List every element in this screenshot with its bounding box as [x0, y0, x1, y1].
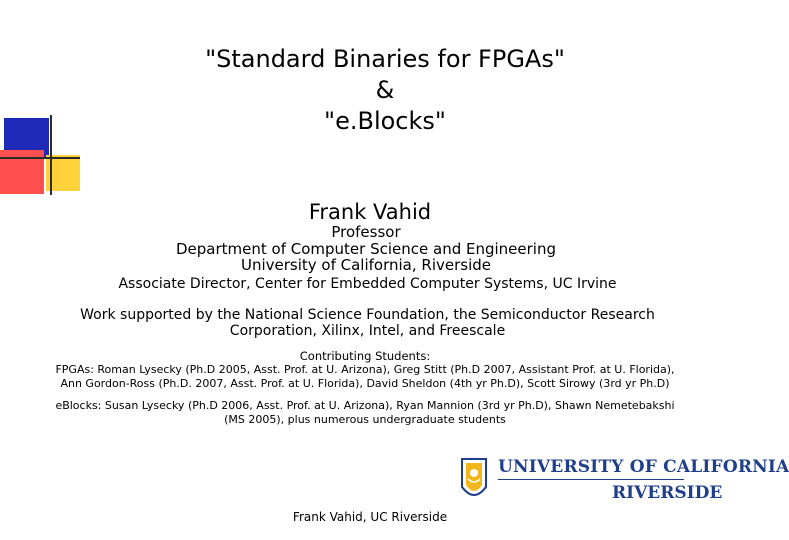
ucr-logo	[456, 455, 789, 507]
author-university: University of California, Riverside	[240, 256, 492, 274]
funding-line-1: Work supported by the National Science Foundation, the Semiconductor Research	[80, 307, 655, 323]
eblocks-contributors-line-1: eBlocks: Susan Lysecky (Ph.D 2006, Asst. Prof. at U. Arizona), Ryan Mannion (3rd yr Ph.D), Shawn Nemetebakshi	[55, 399, 675, 412]
associate-director-line: Associate Director, Center for Embedded Computer Systems, UC Irvine	[118, 276, 617, 292]
title-line-2: &	[375, 76, 395, 104]
funding-line-2: Corporation, Xilinx, Intel, and Freescale	[229, 323, 506, 339]
slide-footer: Frank Vahid, UC Riverside	[292, 510, 448, 524]
fpga-contributors	[40, 363, 690, 390]
fpga-contributors-line-1: FPGAs: Roman Lysecky (Ph.D 2005, Asst. Prof. at U. Arizona), Greg Stitt (Ph.D 2007, Assistant Prof. at U. Florida),	[55, 363, 675, 376]
author-affiliation	[150, 224, 582, 274]
fpga-contributors-line-2: Ann Gordon-Ross (Ph.D. 2007, Asst. Prof. at U. Florida), David Sheldon (4th yr Ph.D), Scott Sirowy (3rd yr Ph.D)	[60, 376, 670, 390]
title-line-3: "e.Blocks"	[324, 107, 446, 135]
eblocks-contributors-line-2: (MS 2005), plus numerous undergraduate students	[224, 412, 506, 426]
logo-line-2: RIVERSIDE	[612, 483, 723, 503]
funding-acknowledgement	[60, 307, 675, 339]
author-name: Frank Vahid	[308, 200, 432, 224]
logo-line-1: UNIVERSITY OF CALIFORNIA	[498, 457, 789, 477]
eblocks-contributors	[40, 399, 690, 426]
logo-divider	[498, 479, 684, 480]
author-department: Department of Computer Science and Engineering	[175, 239, 556, 258]
slide-title	[150, 44, 620, 137]
contributors-heading: Contributing Students:	[299, 349, 431, 363]
decorative-squares-graphic	[0, 115, 80, 195]
author-role: Professor	[331, 223, 401, 241]
ucr-seal-icon	[460, 457, 488, 503]
decor-vertical-line	[50, 115, 52, 195]
decor-horizontal-line	[0, 157, 80, 159]
title-line-1: "Standard Binaries for FPGAs"	[205, 45, 565, 73]
